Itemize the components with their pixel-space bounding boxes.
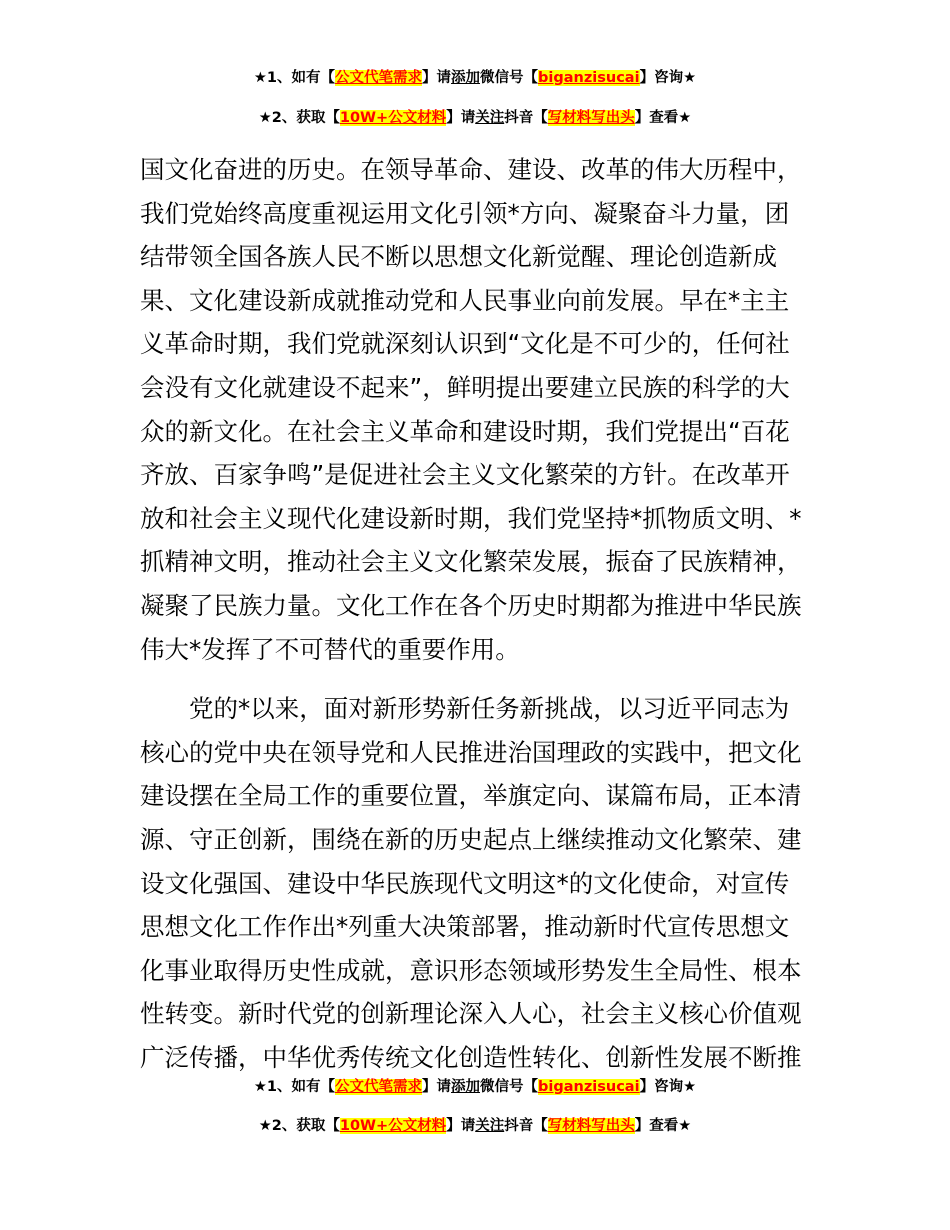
paragraph-2 (140, 687, 820, 1079)
text-line: 国文化奋进的历史。在领导革命、建设、改革的伟大历程中， (140, 155, 802, 184)
text-line: 众的新文化。在社会主义革命和建设时期，我们党提出“百花 (140, 416, 790, 446)
notice-text: 微信号【 (480, 70, 539, 86)
header-notice-line-1 (0, 68, 950, 88)
text-line: 性转变。新时代党的创新理论深入人心，社会主义核心价值观 (140, 999, 802, 1029)
notice-text: 抖音【 (504, 110, 548, 126)
text-line: 义革命时期，我们党就深刻认识到“文化是不可少的，任何社 (140, 329, 790, 359)
text-line: 源、守正创新，围绕在新的历史起点上继续推动文化繁荣、建 (140, 824, 802, 854)
text-line: 结带领全国各族人民不断以思想文化新觉醒、理论创造新成 (140, 242, 777, 272)
text-line: 核心的党中央在领导党和人民推进治国理政的实践中，把文化 (140, 737, 802, 767)
notice-underlined: 关注 (475, 110, 505, 126)
text-line: 凝聚了民族力量。文化工作在各个历史时期都为推进中华民族 (140, 590, 802, 620)
header-notice-line-2 (0, 108, 950, 128)
text-line: 设文化强国、建设中华民族现代文明这*的文化使命，对宣传 (140, 868, 790, 898)
highlight-service: 公文代笔需求 (335, 1079, 423, 1095)
text-line: 果、文化建设新成就推动党和人民事业向前发展。早在*主主 (140, 285, 790, 315)
highlight-wechat-id: biganzisucai (538, 70, 640, 86)
notice-text: ★1、如有【 (253, 70, 336, 86)
highlight-douyin: 写材料写出头 (547, 1118, 635, 1134)
text-line: 思想文化工作作出*列重大决策部署，推动新时代宣传思想文 (140, 912, 790, 942)
text-line: 化事业取得历史性成就，意识形态领域形势发生全局性、根本 (140, 955, 802, 985)
notice-underlined: 添加 (451, 70, 481, 86)
notice-underlined: 关注 (475, 1118, 505, 1134)
notice-text: 抖音【 (504, 1118, 548, 1134)
notice-text: 】查看★ (634, 1118, 692, 1134)
notice-text: 微信号【 (480, 1079, 539, 1095)
text-line: 放和社会主义现代化建设新时期，我们党坚持*抓物质文明、* (140, 503, 802, 533)
highlight-douyin: 写材料写出头 (547, 110, 635, 126)
text-line: 会没有文化就建设不起来”，鲜明提出要建立民族的科学的大 (140, 372, 790, 402)
text-line: 党的*以来，面对新形势新任务新挑战，以习近平同志为 (140, 694, 790, 724)
text-line: 我们党始终高度重视运用文化引领*方向、凝聚奋斗力量，团 (140, 198, 790, 228)
notice-text: 】请 (422, 70, 452, 86)
notice-text: ★2、获取【 (258, 1118, 340, 1134)
notice-text: ★2、获取【 (258, 110, 340, 126)
footer-notice-line-1 (0, 1077, 950, 1097)
paragraph-1 (140, 148, 820, 671)
notice-text: 】请 (422, 1079, 452, 1095)
highlight-materials: 10W+公文材料 (339, 110, 447, 126)
paragraph-gap (140, 671, 820, 687)
notice-text: 】请 (446, 110, 476, 126)
text-line: 建设摆在全局工作的重要位置，举旗定向、谋篇布局，正本清 (140, 781, 802, 811)
footer-notice-line-2 (0, 1116, 950, 1136)
text-line: 齐放、百家争鸣”是促进社会主义文化繁荣的方针。在改革开 (140, 460, 790, 490)
document-body (140, 148, 820, 1079)
text-line: 广泛传播，中华优秀传统文化创造性转化、创新性发展不断推 (140, 1042, 802, 1072)
highlight-materials: 10W+公文材料 (339, 1118, 447, 1134)
text-line: 抓精神文明，推动社会主义文化繁荣发展，振奋了民族精神， (140, 547, 802, 577)
notice-underlined: 添加 (451, 1079, 481, 1095)
notice-text: 】请 (446, 1118, 476, 1134)
notice-text: ★1、如有【 (253, 1079, 336, 1095)
highlight-wechat-id: biganzisucai (538, 1079, 640, 1095)
notice-text: 】查看★ (634, 110, 692, 126)
notice-text: 】咨询★ (639, 1079, 697, 1095)
notice-text: 】咨询★ (639, 70, 697, 86)
text-line: 伟大*发挥了不可替代的重要作用。 (140, 634, 520, 664)
highlight-service: 公文代笔需求 (335, 70, 423, 86)
